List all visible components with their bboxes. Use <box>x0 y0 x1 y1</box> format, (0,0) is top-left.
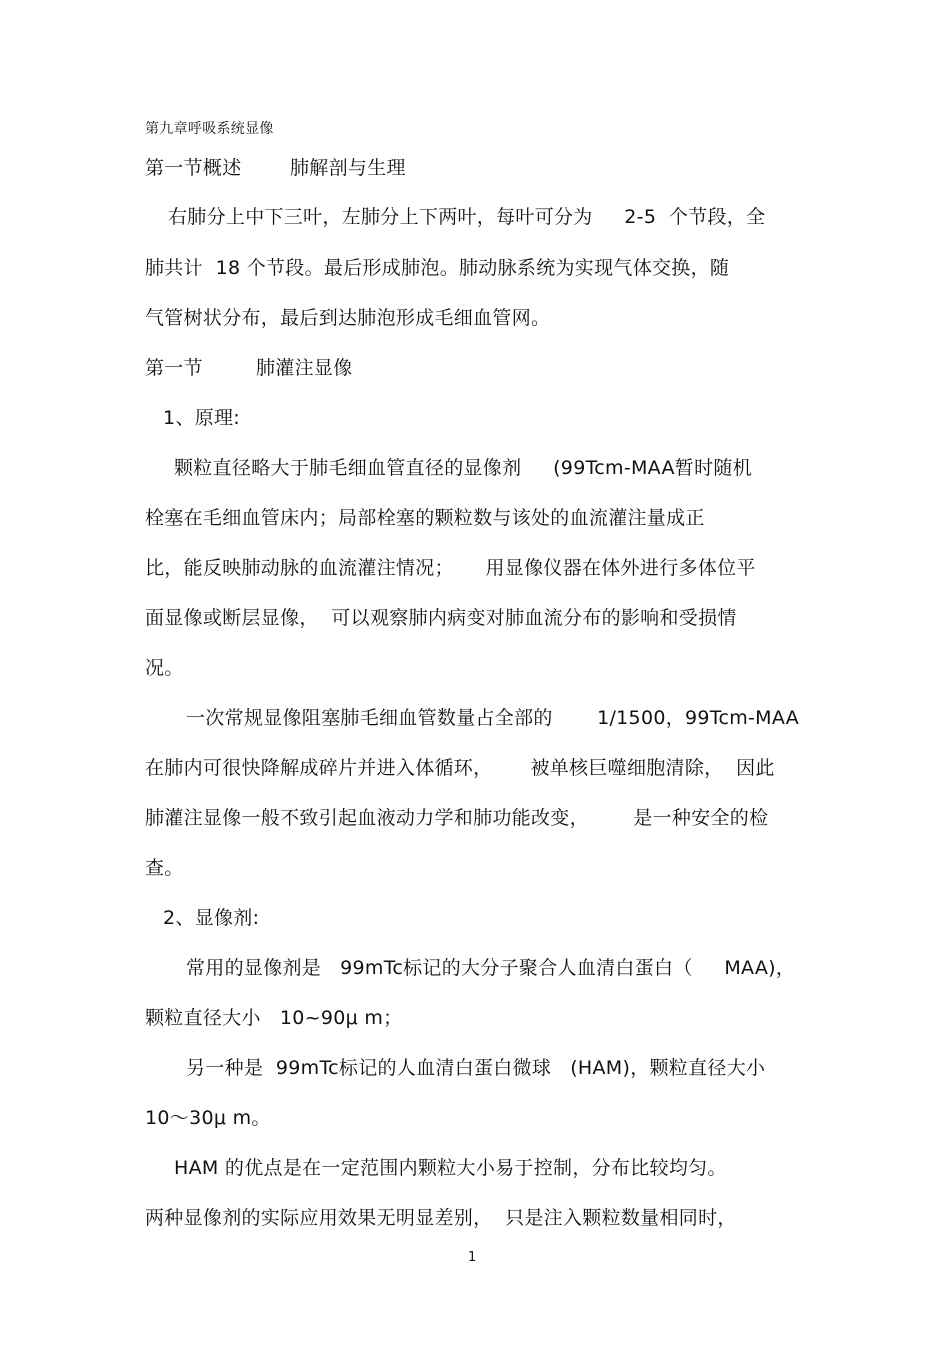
paragraph-line: 面显像或断层显像， 可以观察肺内病变对肺血流分布的影响和受损情 <box>145 607 737 629</box>
paragraph-line: 常用的显像剂是 99mTc标记的大分子聚合人血清白蛋白（ MAA)， <box>186 957 796 979</box>
paragraph-line: 况。 <box>145 657 184 679</box>
section1-label: 第一节概述 <box>145 157 242 179</box>
paragraph-line: 另一种是 99mTc标记的人血清白蛋白微球 (HAM)，颗粒直径大小 <box>186 1057 766 1079</box>
paragraph-line: 气管树状分布，最后到达肺泡形成毛细血管网。 <box>145 307 551 329</box>
section2-label: 第一节 <box>145 357 203 379</box>
paragraph-line: 右肺分上中下三叶，左肺分上下两叶，每叶可分为 2-5 个节段，全 <box>168 206 766 228</box>
paragraph-line: 在肺内可很快降解成碎片并进入体循环， 被单核巨噬细胞清除， 因此 <box>145 757 775 779</box>
paragraph-line: 栓塞在毛细血管床内；局部栓塞的颗粒数与该处的血流灌注量成正 <box>145 507 705 529</box>
principle-heading: 1、原理: <box>163 407 240 429</box>
paragraph-line: 肺共计 18 个节段。最后形成肺泡。肺动脉系统为实现气体交换，随 <box>145 257 730 279</box>
page-number: 1 <box>468 1250 477 1265</box>
paragraph-line: 一次常规显像阻塞肺毛细血管数量占全部的 1/1500，99Tcm-MAA <box>186 707 800 729</box>
paragraph-line: 10～30μ m。 <box>145 1107 271 1129</box>
paragraph-line: 两种显像剂的实际应用效果无明显差别， 只是注入颗粒数量相同时， <box>145 1207 737 1229</box>
paragraph-line: 查。 <box>145 857 184 879</box>
section2-topic: 肺灌注显像 <box>256 357 353 379</box>
chapter-title: 第九章呼吸系统显像 <box>145 121 274 137</box>
paragraph-line: 肺灌注显像一般不致引起血液动力学和肺功能改变， 是一种安全的检 <box>145 807 769 829</box>
section1-topic: 肺解剖与生理 <box>290 157 406 179</box>
agent-heading: 2、显像剂: <box>163 907 260 929</box>
paragraph-line: HAM 的优点是在一定范围内颗粒大小易于控制，分布比较均匀。 <box>174 1157 727 1179</box>
paragraph-line: 颗粒直径大小 10~90μ m； <box>145 1007 403 1029</box>
paragraph-line: 比，能反映肺动脉的血流灌注情况； 用显像仪器在体外进行多体位平 <box>145 557 756 579</box>
paragraph-line: 颗粒直径略大于肺毛细血管直径的显像剂 (99Tcm-MAA暂时随机 <box>174 457 752 479</box>
